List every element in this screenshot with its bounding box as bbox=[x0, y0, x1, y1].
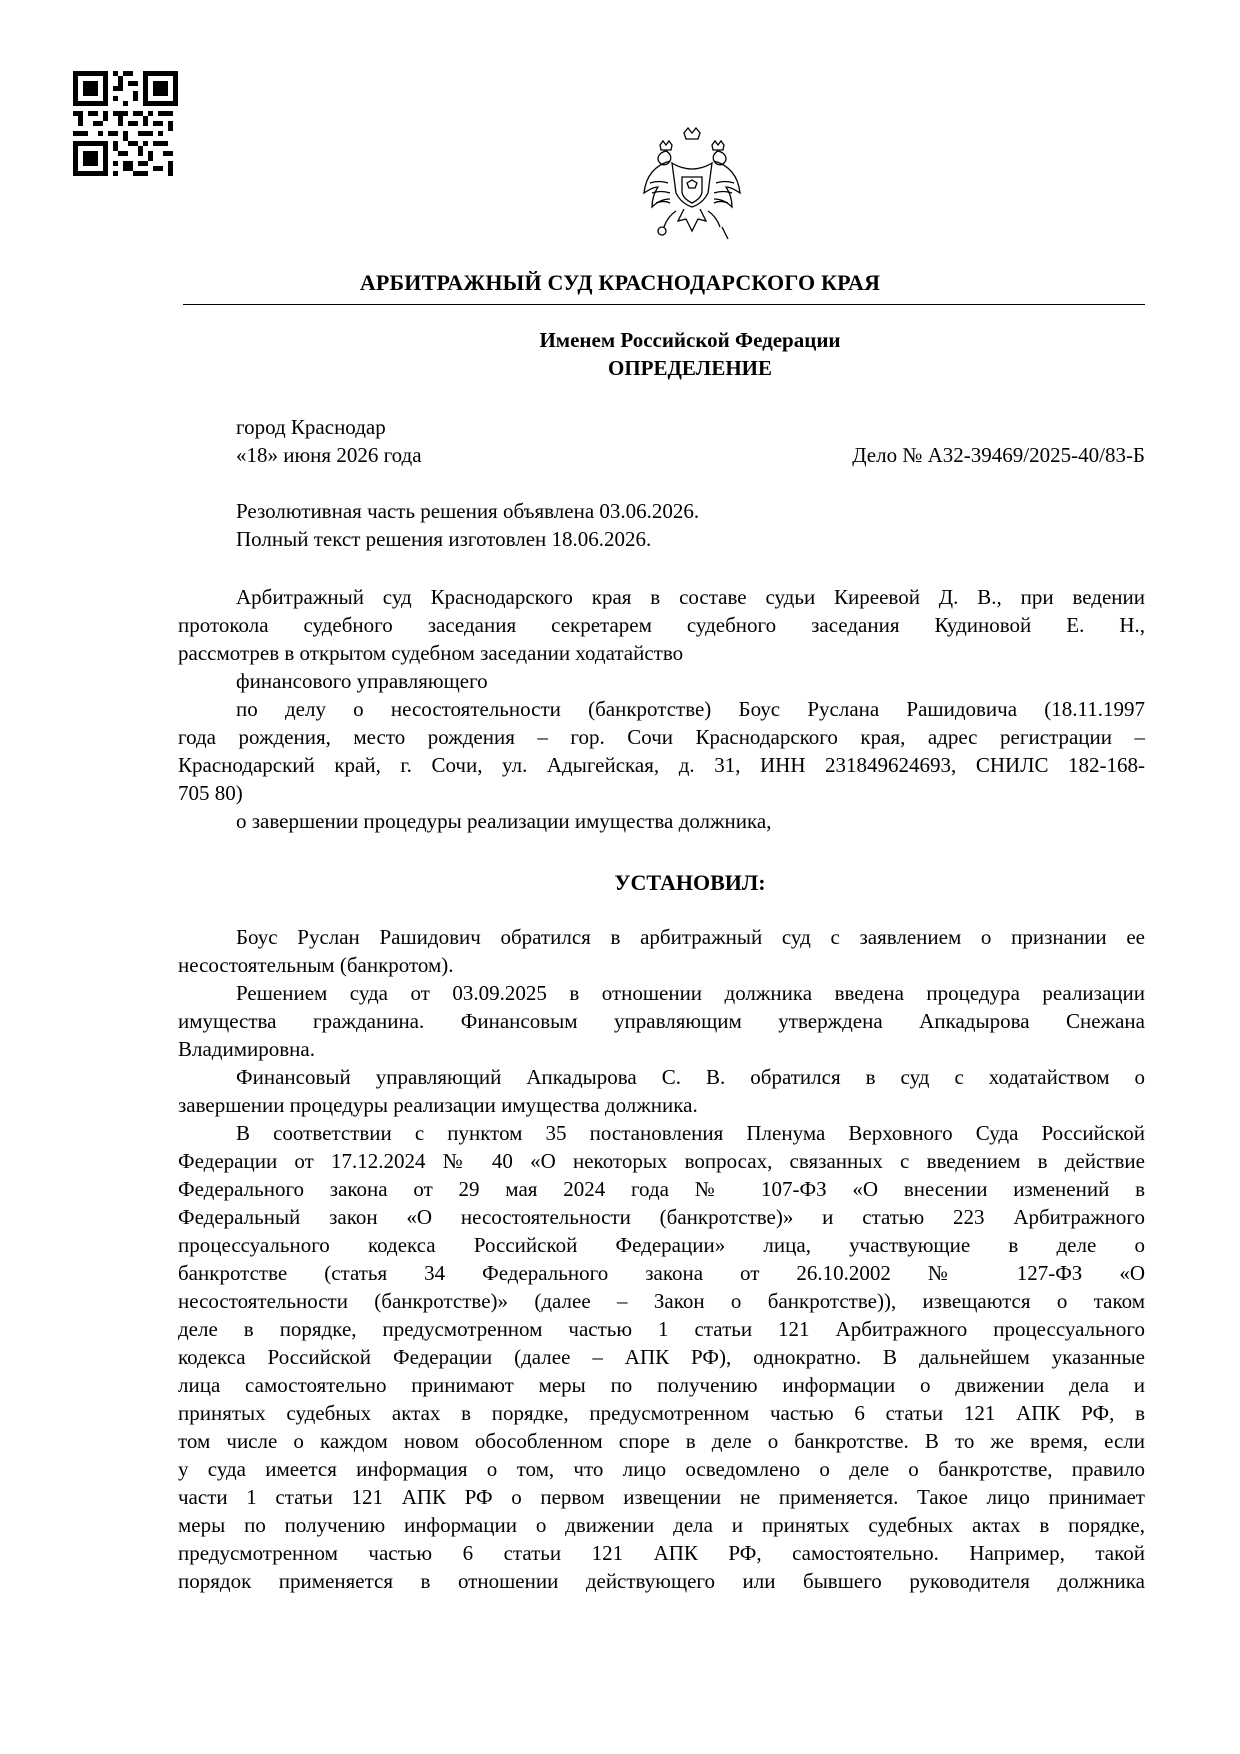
body-line: Боус Руслан Рашидович обратился в арбитражный суд с заявлением о признании ее bbox=[236, 925, 1145, 949]
meta-block bbox=[236, 413, 1145, 469]
in-name-of-federation: Именем Российской Федерации bbox=[539, 328, 841, 352]
body-line: принятых судебных актах в порядке, предусмотренном частью 6 статьи 121 АПК РФ, в bbox=[178, 1401, 1145, 1425]
body-line: том числе о каждом новом обособленном споре в деле о банкротстве. В то же время, если bbox=[178, 1429, 1145, 1453]
city: город Краснодар bbox=[236, 415, 386, 439]
body-line: деле в порядке, предусмотренном частью 1 статьи 121 Арбитражного процессуального bbox=[178, 1317, 1145, 1341]
resolution-block bbox=[236, 497, 1145, 553]
body-line: Владимировна. bbox=[178, 1037, 315, 1061]
intro-line: 705 80) bbox=[178, 781, 243, 805]
intro-line: протокола судебного заседания секретарем судебного заседания Кудиновой Е. Н., bbox=[178, 613, 1145, 637]
court-name: АРБИТРАЖНЫЙ СУД КРАСНОДАРСКОГО КРАЯ bbox=[359, 270, 881, 295]
decision-date: «18» июня 2026 года bbox=[236, 443, 422, 467]
intro-line: рассмотрев в открытом судебном заседании ходатайство bbox=[178, 641, 684, 665]
body-line: В соответствии с пунктом 35 постановления Пленума Верховного Суда Российской bbox=[236, 1121, 1145, 1145]
intro-line: финансового управляющего bbox=[236, 669, 488, 693]
intro-paragraph bbox=[178, 583, 1145, 835]
document-type-title: ОПРЕДЕЛЕНИЕ bbox=[607, 356, 772, 380]
intro-line: о завершении процедуры реализации имущества должника, bbox=[236, 809, 772, 833]
body-line: завершении процедуры реализации имущества должника. bbox=[178, 1093, 698, 1117]
intro-line: Краснодарский край, г. Сочи, ул. Адыгейская, д. 31, ИНН 231849624693, СНИЛС 182-168- bbox=[178, 753, 1145, 777]
body-line: меры по получению информации о движении дела и принятых судебных актах в порядке, bbox=[178, 1513, 1145, 1537]
body-line: кодекса Российской Федерации (далее – АПК РФ), однократно. В дальнейшем указанные bbox=[178, 1345, 1145, 1369]
body-line: части 1 статьи 121 АПК РФ о первом извещении не применяется. Такое лицо принимает bbox=[178, 1485, 1145, 1509]
body-line: Решением суда от 03.09.2025 в отношении должника введена процедура реализации bbox=[236, 981, 1145, 1005]
body-line: имущества гражданина. Финансовым управляющим утверждена Апкадырова Снежана bbox=[178, 1009, 1145, 1033]
header-divider bbox=[183, 304, 1145, 305]
intro-line: Арбитражный суд Краснодарского края в составе судьи Киреевой Д. В., при ведении bbox=[236, 585, 1145, 609]
coat-of-arms-icon bbox=[640, 127, 744, 245]
established-paragraphs bbox=[178, 923, 1145, 1595]
body-line: лица самостоятельно принимают меры по получению информации о движении дела и bbox=[178, 1373, 1145, 1397]
body-line: предусмотренном частью 6 статьи 121 АПК РФ, самостоятельно. Например, такой bbox=[178, 1541, 1145, 1565]
case-number: Дело № А32-39469/2025-40/83-Б bbox=[852, 443, 1145, 467]
body-line: порядок применяется в отношении действующего или бывшего руководителя должника bbox=[178, 1569, 1145, 1593]
body-line: банкротстве (статья 34 Федерального закона от 26.10.2002 № 127-ФЗ «О bbox=[178, 1261, 1145, 1285]
body-line: несостоятельности (банкротстве)» (далее – Закон о банкротстве)), извещаются о таком bbox=[178, 1289, 1145, 1313]
body-line: несостоятельным (банкротом). bbox=[178, 953, 454, 977]
qr-code-icon bbox=[73, 71, 178, 176]
body-line: процессуального кодекса Российской Федерации» лица, участвующие в деле о bbox=[178, 1233, 1145, 1257]
body-line: Федерального закона от 29 мая 2024 года № 107-ФЗ «О внесении изменений в bbox=[178, 1177, 1145, 1201]
intro-line: года рождения, место рождения – гор. Сочи Краснодарского края, адрес регистрации – bbox=[178, 725, 1145, 749]
resolution-announced: Резолютивная часть решения объявлена 03.06.2026. bbox=[236, 499, 700, 523]
body-line: Финансовый управляющий Апкадырова С. В. обратился в суд с ходатайством о bbox=[236, 1065, 1145, 1089]
body-line: Федеральный закон «О несостоятельности (банкротстве)» и статью 223 Арбитражного bbox=[178, 1205, 1145, 1229]
body-line: Федерации от 17.12.2024 № 40 «О некоторых вопросах, связанных с введением в действие bbox=[178, 1149, 1145, 1173]
established-heading: УСТАНОВИЛ: bbox=[614, 870, 766, 895]
full-text-made: Полный текст решения изготовлен 18.06.2026. bbox=[236, 527, 652, 551]
intro-line: по делу о несостоятельности (банкротстве) Боус Руслана Рашидовича (18.11.1997 bbox=[236, 697, 1145, 721]
body-line: у суда имеется информация о том, что лицо осведомлено о деле о банкротстве, правило bbox=[178, 1457, 1145, 1481]
